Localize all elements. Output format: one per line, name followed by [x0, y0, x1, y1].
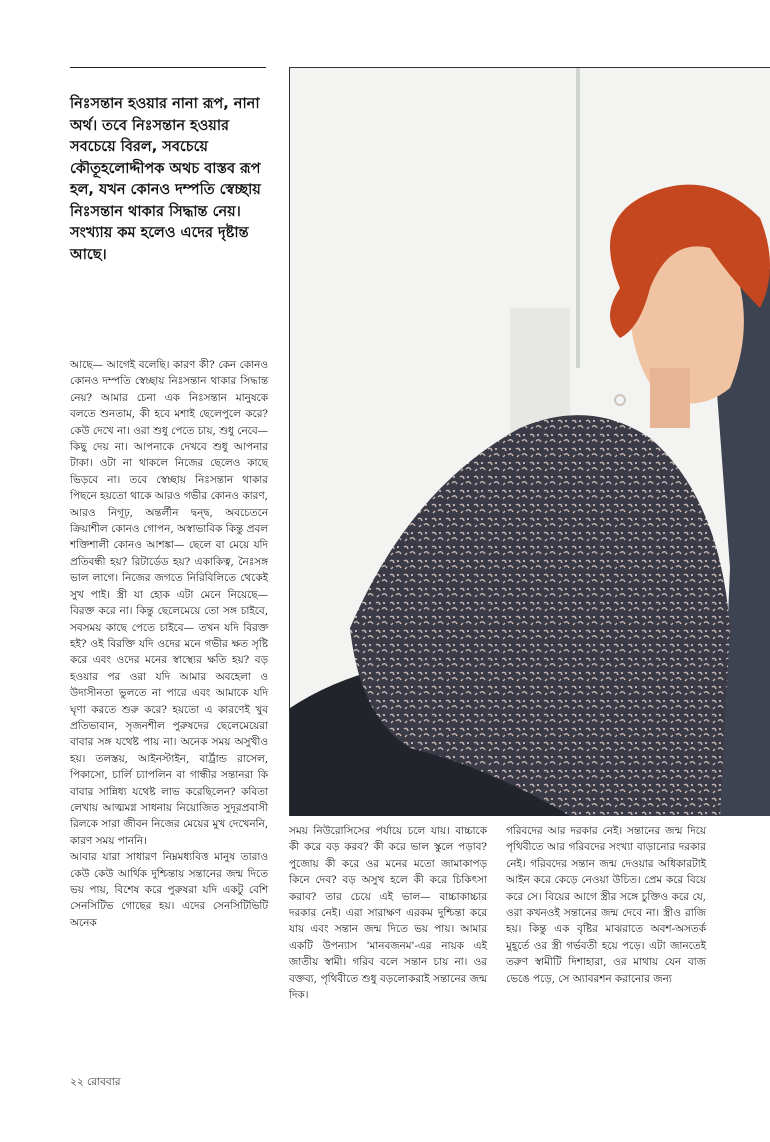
- top-rule: [70, 67, 266, 68]
- article-column-2: সময় নিউরোসিসের পর্যায়ে চলে যায়। বাচ্চাকে কী করে বড় করব? কী করে ভাল স্কুলে পড়াব? পুজোয় কী করে ওর মনের মতো জামাকাপড় কিনে দেব? বড় অসুখ হলে কী করে চিকিৎসা করাব? তার চেয়ে এই ভাল— বাচ্চাকাচ্চার দরকার নেই। এরা সারাক্ষণ এরকম দুশ্চিন্তা করে যায় এবং সন্তান জন্ম দিতে ভয় পায়। আমার একটি উপন্যাস 'মানবজনম'-এর নায়ক এই জাতীয় স্বামী। গরিব বলে সন্তান চায় না। ওর বক্তব্য, পৃথিবীতে শুধু বড়লোকরাই সন্তানের জন্ম দিক।: [289, 825, 487, 1002]
- pull-quote: নিঃসন্তান হওয়ার নানা রূপ, নানা অর্থ। তবে নিঃসন্তান হওয়ার সবচেয়ে বিরল, সবচেয়ে কৌতূহলোদ্দীপক অথচ বাস্তব রূপ হল, যখন কোনও দম্পতি স্বেচ্ছায় নিঃসন্তান থাকার সিদ্ধান্ত নেয়। সংখ্যায় কম হলেও এদের দৃষ্টান্ত আছে।: [70, 96, 261, 263]
- woman-portrait-photo: [289, 67, 770, 816]
- article-column-3: গরিবদের আর দরকার নেই। সন্তানের জন্ম দিয়ে পৃথিবীতে আর গরিবদের সংখ্যা বাড়ানোর দরকার নেই। গরিবদের সন্তান জন্ম দেওয়ার অধিকারটাই আইন করে কেড়ে নেওয়া উচিত। প্রেম করে বিয়ে করে সে। বিয়ের আগে স্ত্রীর সঙ্গে চুক্তিও করে যে, ওরা কখনওই সন্তানের জন্ম দেবে না। স্ত্রীও রাজি হয়। কিন্তু এক বৃষ্টির মাঝরাতে অবশ-অসতর্ক মুহূর্তে ওর স্ত্রী গর্ভবতী হয়ে পড়ে। এটা জানতেই তরুণ স্বামীটি দিশাহারা, ওর মাথায় যেন বাজ ভেঙে পড়ে, সে অ্যাবরশন করানোর জন্য: [506, 825, 706, 985]
- page-footer: ২২ রোববার: [70, 1076, 121, 1088]
- article-column-1: আছে— আগেই বলেছি। কারণ কী? কেন কোনও কোনও দম্পতি স্বেচ্ছায় নিঃসন্তান থাকার সিদ্ধান্ত নেয়? আমার চেনা এক নিঃসন্তান মানুষকে বলতে শুনতাম, কী হবে মশাই ছেলেপুলে করে? কেউ দেখে না। ওরা শুধু পেতে চায়, শুধু নেবে— কিছু দেয় না। আপনাকে দেখবে শুধু আপনার টাকা। ওটা না থাকলে নিজের ছেলেও কাছে ভিড়বে না। তবে স্বেচ্ছায় নিঃসন্তান থাকার পিছনে হয়তো থাকে আরও গভীর কোনও কারণ, আরও নিগূঢ়, অন্তর্লীন দ্বন্দ্ব, অবচেতনে ক্রিয়াশীল কোনও গোপন, অস্বাভাবিক কিন্তু প্রবল শক্তিশালী কোনও আশঙ্কা— ছেলে বা মেয়ে যদি প্রতিবন্ধী হয়? রিটার্ডেড হয়? একাকিত্ব, নৈঃসঙ্গ ভাল লাগে। নিজের জগতে নিরিবিলিতে থেকেই সুখ পাই। স্ত্রী যা হোক এটা মেনে নিয়েছে— বিরক্ত করে না। কিন্তু ছেলেমেয়ে তো সঙ্গ চাইবে, সবসময় কাছে পেতে চাইবে— তখন যদি বিরক্ত হই? ওই বিরক্তি যদি ওদের মনে গভীর ক্ষত সৃষ্টি করে এবং ওদের মনের স্বাস্থ্যের ক্ষতি হয়? বড় হওয়ার পর ওরা যদি আমার অবহেলা ও উদাসীনতা ভুলতে না পারে এবং আমাকে যদি ঘৃণা করতে শুরু করে? হয়তো এ কারণেই খুব প্রতিভাবান, সৃজনশীল পুরুষদের ছেলেমেয়েরা বাবার সঙ্গ যথেষ্ট পায় না। অনেক সময় অসুখীও হয়। তলস্তয়, আইনস্টাইন, বার্ট্রান্ড রাসেল, পিকাসো, চার্লি চ্যাপলিন বা গান্ধীর সন্তানরা কি বাবার সান্নিধ্য যথেষ্ট লাভ করেছিলেন? কবিতা লেখায় আত্মমগ্ন সাধনায় নিয়োজিত সুদূরপ্রবাসী রিলকে সারা জীবন নিজের মেয়ের মুখ দেখেননি, কারণ সময় পাননি। আবার যারা সাধারণ নিম্নমধ্যবিত্ত মানুষ তারাও কেউ কেউ আর্থিক দুশ্চিন্তায় সন্তানের জন্ম দিতে ভয় পায়, বিশেষ করে পুরুষরা যদি একটু বেশি সেনসিটিভ গোছের হয়। এদের সেনসিটিভিটি অনেক: [70, 359, 268, 929]
